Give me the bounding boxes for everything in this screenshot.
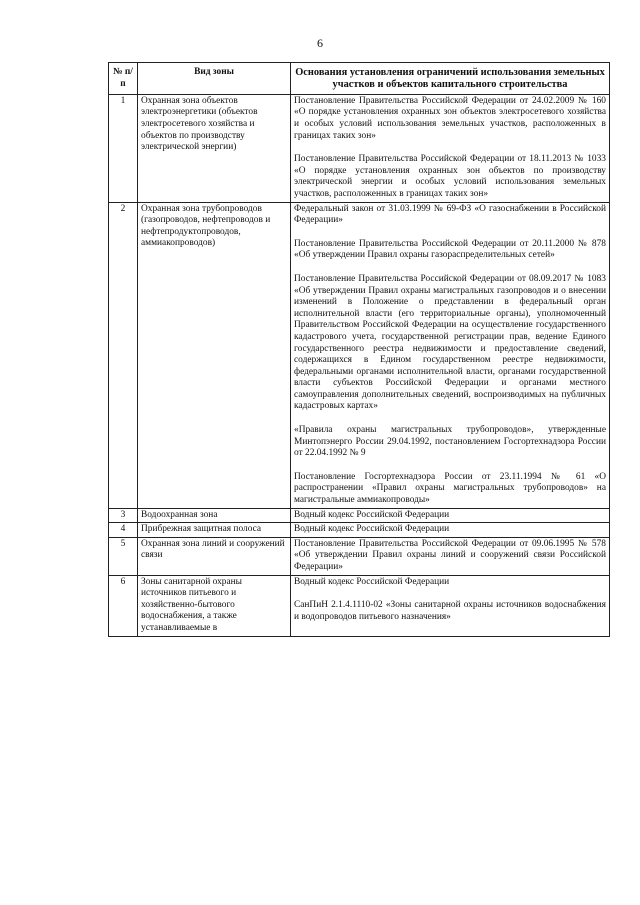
basis-paragraph: Федеральный закон от 31.03.1999 № 69-ФЗ «О газоснабжении в Российской Федерации» bbox=[294, 203, 606, 226]
row-num: 5 bbox=[109, 537, 138, 575]
header-basis: Основания установления ограничений использования земельных участков и объектов капитального строительства bbox=[291, 63, 610, 95]
page-number: 6 bbox=[317, 36, 323, 50]
zones-table bbox=[108, 62, 610, 637]
row-zone-type: Водоохранная зона bbox=[138, 508, 291, 523]
table-row bbox=[109, 523, 610, 538]
basis-paragraph: Постановление Правительства Российской Федерации от 08.09.2017 № 1083 «Об утверждении Правил охраны магистральных газопроводов и о внесении изменений в Положение о представлении в федеральный орган исполнительной власти (его территориальные органы), уполномоченный Правительством Российской Федерации на осуществление государственного кадастрового учета, государственной регистрации прав, ведение Единого государственного реестра недвижимости и предоставление сведений, содержащихся в Едином государственном реестре недвижимости, федеральными органами исполнительной власти, органами государственной власти субъектов Российской Федерации и органами местного самоуправления дополнительных сведений, воспроизводимых на публичных кадастровых картах» bbox=[294, 273, 606, 412]
row-num: 2 bbox=[109, 202, 138, 508]
row-zone-type: Охранная зона трубопроводов (газопроводов, нефтепроводов и нефтепродуктопроводов, аммиакопроводов) bbox=[138, 202, 291, 508]
row-num: 3 bbox=[109, 508, 138, 523]
table-header-row bbox=[109, 63, 610, 95]
basis-paragraph: Постановление Правительства Российской Федерации от 24.02.2009 № 160 «О порядке установления охранных зон объектов электросетевого хозяйства и особых условий использования земельных участков, расположенных в границах таких зон» bbox=[294, 95, 606, 141]
row-zone-type: Охранная зона линий и сооружений связи bbox=[138, 537, 291, 575]
row-basis bbox=[291, 537, 610, 575]
table-row bbox=[109, 508, 610, 523]
table-row bbox=[109, 537, 610, 575]
basis-paragraph: Водный кодекс Российской Федерации bbox=[294, 524, 450, 535]
row-basis bbox=[291, 575, 610, 636]
basis-paragraph: СанПиН 2.1.4.1110-02 «Зоны санитарной охраны источников водоснабжения и водопроводов питьевого назначения» bbox=[294, 600, 606, 622]
basis-paragraph: Постановление Правительства Российской Федерации от 09.06.1995 № 578 «Об утверждении Правил охраны линий и сооружений связи Российской Федерации» bbox=[294, 538, 606, 572]
row-zone-type: Охранная зона объектов электроэнергетики (объектов электросетевого хозяйства и объектов по производству электрической энергии) bbox=[138, 94, 291, 202]
basis-paragraph: Постановление Правительства Российской Федерации от 18.11.2013 № 1033 «О порядке установления охранных зон объектов по производству электрической энергии и особых условий использования земельных участков, расположенных в границах таких зон» bbox=[294, 154, 606, 199]
table-row bbox=[109, 94, 610, 202]
header-num: № п/п bbox=[109, 63, 138, 95]
basis-paragraph: Постановление Правительства Российской Федерации от 20.11.2000 № 878 «Об утверждении Правил охраны газораспределительных сетей» bbox=[294, 238, 606, 261]
row-zone-type: Зоны санитарной охраны источников питьевого и хозяйственно-бытового водоснабжения, а также устанавливаемые в bbox=[138, 575, 291, 636]
row-num: 4 bbox=[109, 523, 138, 538]
row-zone-type: Прибрежная защитная полоса bbox=[138, 523, 291, 538]
basis-paragraph: Водный кодекс Российской Федерации bbox=[294, 576, 450, 587]
row-num: 1 bbox=[109, 94, 138, 202]
table-row bbox=[109, 202, 610, 508]
header-zone-type: Вид зоны bbox=[138, 63, 291, 95]
row-basis bbox=[291, 202, 610, 508]
row-basis bbox=[291, 508, 610, 523]
basis-paragraph: Водный кодекс Российской Федерации bbox=[294, 509, 450, 520]
row-basis bbox=[291, 523, 610, 538]
row-num: 6 bbox=[109, 575, 138, 636]
table-row bbox=[109, 575, 610, 636]
basis-paragraph: Постановление Госгортехнадзора России от 23.11.1994 № 61 «О распространении «Правил охраны магистральных трубопроводов» на магистральные аммиакопроводы» bbox=[294, 471, 606, 506]
row-basis bbox=[291, 94, 610, 202]
basis-paragraph: «Правила охраны магистральных трубопроводов», утвержденные Минтопэнерго России 29.04.1992, постановлением Госгортехнадзора России от 22.04.1992 № 9 bbox=[294, 425, 606, 459]
